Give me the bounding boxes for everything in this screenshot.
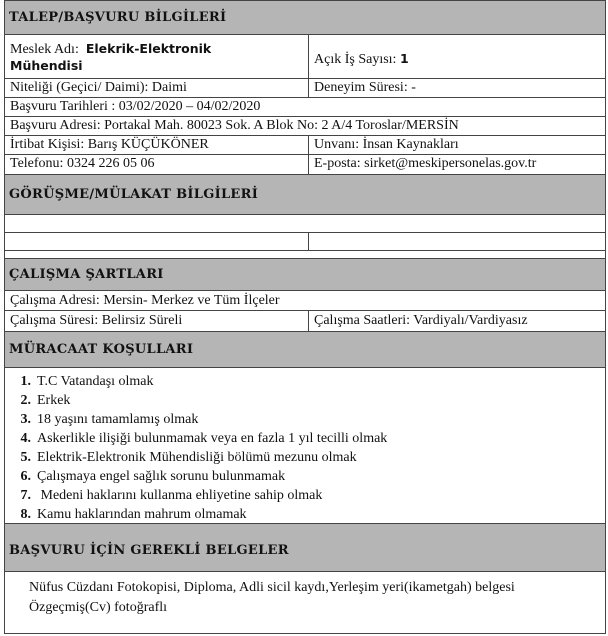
unvani: Unvanı: İnsan Kaynakları bbox=[308, 136, 607, 154]
basvuru-tarihleri: Başvuru Tarihleri : 03/02/2020 – 04/02/2020 bbox=[10, 99, 261, 114]
section-title-belgeler: BAŞVURU İÇİN GEREKLİ BELGELER bbox=[9, 543, 289, 558]
calisma-saatleri: Çalışma Saatleri: Vardiyalı/Vardiyasız bbox=[308, 311, 607, 331]
list-item: 4. Askerlikle ilişiği bulunmamak veya en fazla 1 yıl tecilli olmak bbox=[20, 431, 388, 446]
niteligi-cell: Niteliği (Geçici/ Daimi): Daimi bbox=[10, 80, 187, 95]
belge-line-1: Nüfus Cüzdanı Fotokopisi, Diploma, Adli sicil kaydı,Yerleşim yeri(ikametgah) belgesi bbox=[29, 580, 515, 595]
list-item: 8. Kamu haklarından mahrum olmamak bbox=[20, 507, 247, 522]
row-niteligi bbox=[4, 79, 606, 98]
row-gorusme-spacer bbox=[4, 251, 606, 259]
row-calisma-adresi bbox=[4, 291, 606, 311]
section-header-talep bbox=[4, 1, 606, 35]
meslek-value-1: Elekrik-Elektronik bbox=[85, 41, 212, 56]
section-title-gorusme: GÖRÜŞME/MÜLAKAT BİLGİLERİ bbox=[9, 187, 259, 202]
irtibat-kisisi: İrtibat Kişisi: Barış KÜÇÜKÖNER bbox=[10, 137, 209, 152]
section-title-talep: TALEP/BAŞVURU BİLGİLERİ bbox=[9, 10, 227, 25]
job-posting-form bbox=[4, 0, 606, 636]
calisma-suresi: Çalışma Süresi: Belirsiz Süreli bbox=[10, 313, 183, 328]
belgeler-list bbox=[4, 572, 606, 634]
row-irtibat bbox=[4, 136, 606, 155]
row-basvuru-tarihleri bbox=[4, 98, 606, 117]
eposta: E-posta: sirket@meskipersonelas.gov.tr bbox=[308, 155, 607, 174]
row-calisma-suresi bbox=[4, 311, 606, 332]
row-gorusme-blank-1 bbox=[4, 215, 606, 233]
section-header-muracaat bbox=[4, 332, 606, 368]
meslek-value-2: Mühendisi bbox=[10, 58, 83, 73]
telefon: Telefonu: 0324 226 05 06 bbox=[10, 156, 155, 171]
section-header-gorusme bbox=[4, 175, 606, 215]
row-meslek bbox=[4, 35, 606, 79]
list-item: 7. Medeni haklarını kullanma ehliyetine sahip olmak bbox=[20, 488, 323, 503]
muracaat-list bbox=[4, 368, 606, 524]
muracaat-items bbox=[5, 372, 605, 524]
list-item: 6. Çalışmaya engel sağlık sorunu bulunmamak bbox=[20, 469, 286, 484]
section-title-calisma: ÇALIŞMA ŞARTLARI bbox=[9, 267, 164, 282]
belge-line-2: Özgeçmiş(Cv) fotoğraflı bbox=[29, 600, 168, 615]
row-basvuru-adresi bbox=[4, 117, 606, 136]
calisma-adresi: Çalışma Adresi: Mersin- Merkez ve Tüm İlçeler bbox=[10, 293, 280, 308]
basvuru-adresi: Başvuru Adresi: Portakal Mah. 80023 Sok. A Blok No: 2 A/4 Toroslar/MERSİN bbox=[10, 118, 459, 133]
section-title-muracaat: MÜRACAAT KOŞULLARI bbox=[9, 342, 194, 357]
list-item: 1. T.C Vatandaşı olmak bbox=[20, 374, 154, 389]
section-header-calisma bbox=[4, 259, 606, 291]
row-gorusme-blank-2 bbox=[4, 233, 606, 251]
gorusme-blank-cell bbox=[308, 233, 607, 250]
deneyim-cell: Deneyim Süresi: - bbox=[308, 79, 607, 97]
acik-is-value: 1 bbox=[399, 51, 409, 66]
acik-is-cell bbox=[308, 35, 607, 78]
acik-is-label: Açık İş Sayısı: bbox=[314, 52, 397, 67]
list-item: 3. 18 yaşını tamamlamış olmak bbox=[20, 412, 199, 427]
meslek-label: Meslek Adı: bbox=[10, 42, 79, 57]
section-header-belgeler bbox=[4, 524, 606, 572]
row-telefon bbox=[4, 155, 606, 175]
list-item: 5. Elektrik-Elektronik Mühendisliği bölümü mezunu olmak bbox=[20, 450, 357, 465]
meslek-cell bbox=[5, 35, 308, 78]
list-item: 2. Erkek bbox=[20, 393, 71, 408]
